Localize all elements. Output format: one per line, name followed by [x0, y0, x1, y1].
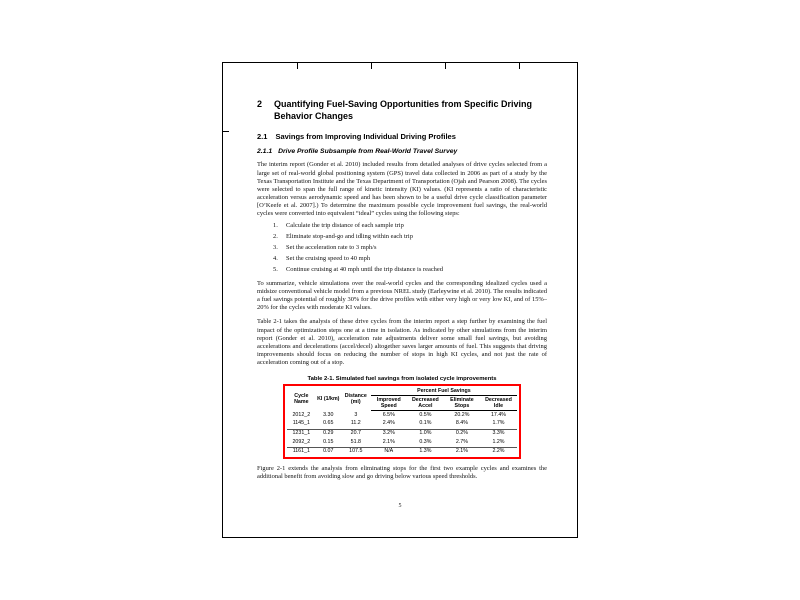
- column-group-header: Percent Fuel Savings: [371, 387, 517, 396]
- list-item-text: Set the cruising speed to 40 mph: [286, 255, 371, 263]
- paragraph: To summarize, vehicle simulations over the real-world cycles and the corresponding idealized cycles used a midsize conventional vehicle model from a previous NREL study (Earleywine et al. 2010). The results indicated a fuel savings potential of roughly 30% for the drive profiles with either very high or very low KI, and of 15%–20% for the cycles with moderate KI values.: [257, 279, 547, 312]
- cell-eliminate-stops: 20.2%: [454, 411, 470, 418]
- cell-decreased-accel: 1.3%: [419, 448, 432, 455]
- cell-distance: 107.5: [349, 448, 363, 455]
- cell-eliminate-stops: 2.1%: [455, 448, 468, 455]
- cell-improved-speed: N/A: [384, 448, 394, 455]
- cell-cycle-name: 1161_1: [292, 448, 310, 455]
- cell-decreased-accel: 0.3%: [407, 438, 444, 447]
- ruler-tick-icon: [445, 63, 446, 69]
- cell-cycle-name: 1231_1: [292, 429, 311, 436]
- list-item: [273, 245, 547, 251]
- table-row: [287, 447, 517, 456]
- column-header: Distance (mi): [344, 392, 367, 405]
- cell-distance: 3: [354, 411, 358, 418]
- cell-ki: 0.29: [323, 429, 334, 436]
- paragraph: The interim report (Gonder et al. 2010) included results from detailed analyses of drive cycles selected from a large set of real-world global positioning system (GPS) travel data collected in 2006 as part of a study by the Texas Transportation Institute and the Texas Department of Transportation (Ojah and Pearson 2008). The cycles were selected to span the full range of kinetic intensity (KI) values. (KI represents a ratio of characteristic acceleration versus aerodynamic speed and has been shown to be a useful drive cycle classification parameter [O’Keefe et al. 2007].) To determine the maximum possible cycle improvement fuel savings, the real-world cycles were converted into equivalent “ideal” cycles using the following steps:: [257, 161, 547, 218]
- numbered-list: [257, 223, 547, 274]
- highlight-annotation-box: [283, 384, 521, 459]
- cell-distance: 20.7: [350, 429, 361, 436]
- cell-decreased-idle: 17.4%: [490, 411, 506, 418]
- cell-decreased-idle: 2.2%: [492, 448, 505, 455]
- cell-ki: 0.65: [316, 420, 341, 429]
- cell-cycle-name: 2092_2: [287, 438, 316, 447]
- cell-decreased-idle: 3.3%: [492, 429, 505, 436]
- cell-cycle-name: 1145_1: [287, 420, 316, 429]
- page-content: [257, 99, 547, 482]
- cell-eliminate-stops: 2.7%: [444, 438, 480, 447]
- cell-cycle-name: 2012_2: [292, 411, 311, 418]
- cell-improved-speed: 2.4%: [371, 420, 407, 429]
- list-item-text: Continue cruising at 40 mph until the trip distance is reached: [286, 266, 443, 274]
- cell-ki: 0.07: [323, 448, 334, 455]
- subsubsection-number: 2.1.1: [257, 148, 273, 156]
- list-item-number: 3.: [273, 244, 278, 252]
- list-item-text: Eliminate stop-and-go and idling within each trip: [286, 233, 413, 241]
- table-row: [287, 429, 517, 438]
- cell-improved-speed: 6.5%: [382, 411, 395, 418]
- list-item-text: Set the acceleration rate to 3 mph/s: [286, 244, 377, 252]
- column-header: KI (1/km): [317, 395, 340, 402]
- fuel-savings-table: [287, 387, 517, 456]
- ruler-tick-icon: [519, 63, 520, 69]
- cell-decreased-accel: 0.1%: [407, 420, 444, 429]
- list-item: [273, 256, 547, 262]
- cell-eliminate-stops: 8.4%: [444, 420, 480, 429]
- list-item-number: 5.: [273, 266, 278, 274]
- column-header: Cycle Name: [294, 392, 309, 405]
- table-row: [287, 420, 517, 429]
- list-item-number: 1.: [273, 222, 278, 230]
- cell-distance: 51.8: [341, 438, 371, 447]
- column-header: Decreased Idle: [480, 396, 517, 411]
- cell-decreased-accel: 1.0%: [419, 429, 432, 436]
- paragraph: Figure 2-1 extends the analysis from eliminating stops for the first two example cycles and examines the additional benefit from avoiding slow and go driving below various speed thresholds.: [257, 465, 547, 481]
- column-header: Eliminate Stops: [444, 396, 480, 411]
- cell-improved-speed: 3.2%: [382, 429, 395, 436]
- table-row: [287, 438, 517, 447]
- subsection-title: Savings from Improving Individual Driving Profiles: [275, 132, 456, 142]
- column-header: Improved Speed: [371, 396, 407, 411]
- list-item: [273, 234, 547, 240]
- ruler-tick-icon: [297, 63, 298, 69]
- table-row: [287, 411, 517, 420]
- cell-decreased-idle: 1.7%: [480, 420, 517, 429]
- cell-eliminate-stops: 0.2%: [455, 429, 468, 436]
- cell-decreased-accel: 0.5%: [419, 411, 432, 418]
- page-number: 5: [398, 503, 402, 509]
- list-item-text: Calculate the trip distance of each sample trip: [286, 222, 404, 230]
- section-number: 2: [257, 99, 263, 109]
- list-item-number: 2.: [273, 233, 278, 241]
- section-title: Quantifying Fuel-Saving Opportunities from Specific Driving Behavior Changes: [274, 99, 533, 121]
- section-heading: [257, 99, 547, 122]
- ruler-tick-icon: [223, 131, 229, 132]
- document-page: [222, 62, 578, 538]
- list-item-number: 4.: [273, 255, 278, 263]
- cell-ki: 0.15: [316, 438, 341, 447]
- ruler-tick-icon: [371, 63, 372, 69]
- list-item: [273, 223, 547, 229]
- column-header: Decreased Accel: [407, 396, 444, 411]
- subsection-number: 2.1: [257, 132, 268, 142]
- cell-decreased-idle: 1.2%: [480, 438, 517, 447]
- subsubsection-heading: [257, 148, 547, 155]
- subsection-heading: [257, 132, 547, 141]
- list-item: [273, 267, 547, 273]
- cell-distance: 11.2: [341, 420, 371, 429]
- paragraph: Table 2-1 takes the analysis of these drive cycles from the interim report a step further by examining the fuel impact of the optimization steps one at a time in isolation. As indicated by other simulations from the interim report (Gonder et al. 2010), acceleration rate adjustments deliver some small fuel savings, but avoiding accelerations and decelerations (accel/decel) altogether saves larger amounts of fuel. This suggests that driving improvements should focus on reducing the number of stops in high KI cycles, and not just the rate of acceleration coming out of a stop.: [257, 318, 547, 367]
- cell-ki: 3.30: [323, 411, 334, 418]
- subsubsection-title: Drive Profile Subsample from Real-World Travel Survey: [278, 148, 458, 156]
- cell-improved-speed: 2.1%: [371, 438, 407, 447]
- table-caption: Table 2-1. Simulated fuel savings from isolated cycle improvements: [307, 376, 497, 383]
